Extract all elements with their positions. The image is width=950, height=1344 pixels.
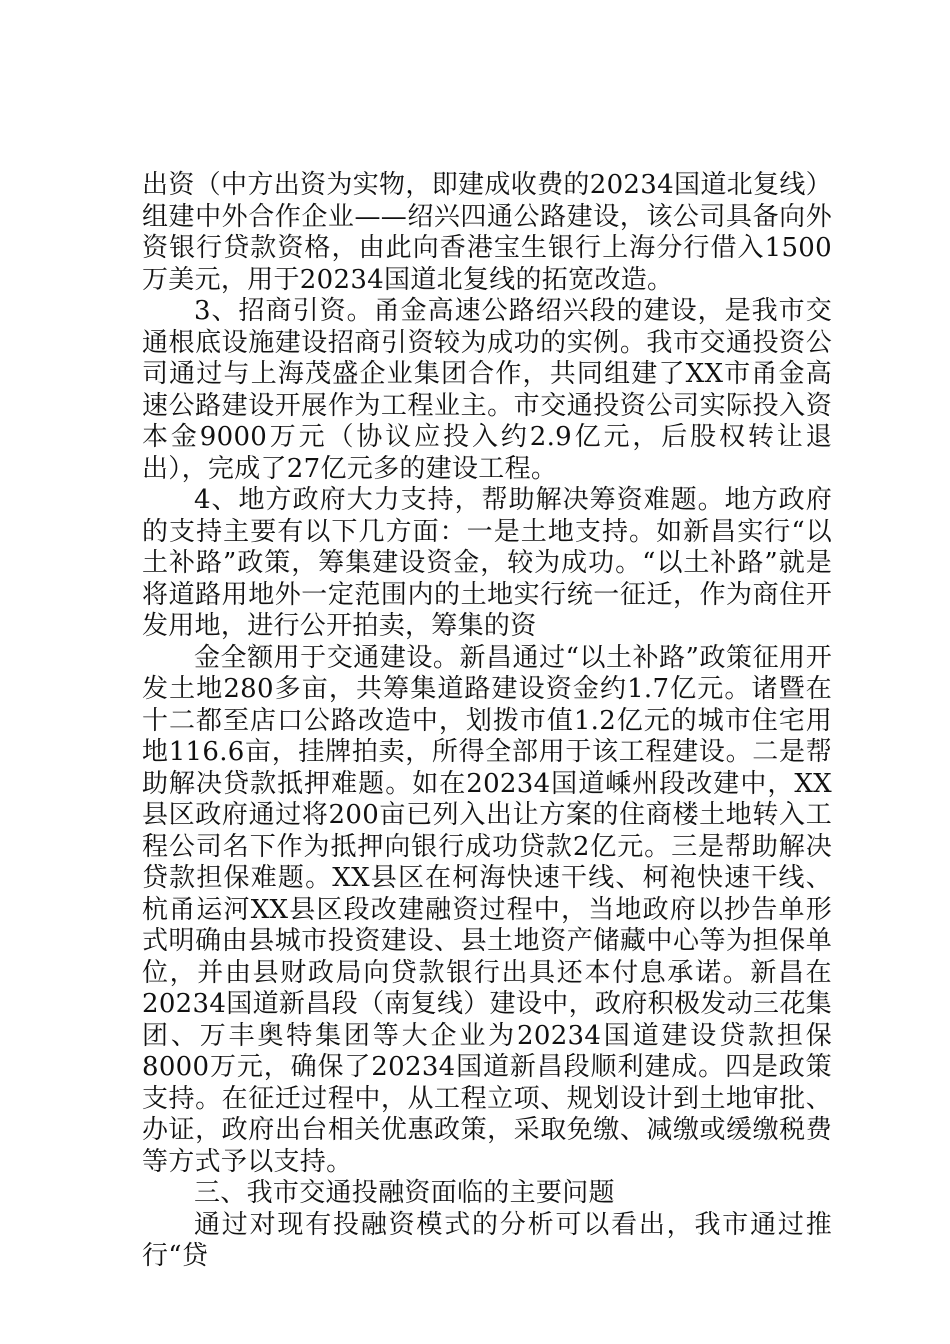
paragraph-government-support-continued: 金全额用于交通建设。新昌通过“以土补路”政策征用开发土地280多亩，共筹集道路建设资金约1.7亿元。诸暨在十二都至店口公路改造中，划拨市值1.2亿元的城市住宅用地116.6亩，挂牌拍卖，所得全部用于该工程建设。二是帮助解决贷款抵押难题。如在20234国道嵊州段改建中，XX县区政府通过将200亩已列入出让方案的住商楼土地转入工程公司名下作为抵押向银行成功贷款2亿元。三是帮助解决贷款担保难题。XX县区在柯海快速干线、柯袍快速干线、杭甬运河XX县区段改建融资过程中，当地政府以抄告单形式明确由县城市投资建设、县土地资产储藏中心等为担保单位，并由县财政局向贷款银行出具还本付息承诺。新昌在20234国道新昌段（南复线）建设中，政府积极发动三花集团、万丰奥特集团等大企业为20234国道建设贷款担保8000万元，确保了20234国道新昌段顺利建成。四是政策支持。在征迁过程中，从工程立项、规划设计到土地审批、办证，政府出台相关优惠政策，采取免缴、减缴或缓缴税费等方式予以支持。: [142, 642, 832, 1177]
paragraph-investment-attraction: 3、招商引资。甬金高速公路绍兴段的建设，是我市交通根底设施建设招商引资较为成功的实例。我市交通投资公司通过与上海茂盛企业集团合作，共同组建了XX市甬金高速公路建设开展作为工程业主。市交通投资公司实际投入资本金9000万元（协议应投入约2.9亿元，后股权转让退出），完成了27亿元多的建设工程。: [142, 296, 832, 484]
paragraph-problem-analysis: 通过对现有投融资模式的分析可以看出，我市通过推行“贷: [142, 1209, 832, 1271]
document-body: [142, 170, 832, 1273]
paragraph-foreign-loan: 出资（中方出资为实物，即建成收费的20234国道北复线）组建中外合作企业——绍兴四通公路建设，该公司具备向外资银行贷款资格，由此向香港宝生银行上海分行借入1500万美元，用于20234国道北复线的拓宽改造。: [142, 170, 832, 295]
section-heading-main-problems: 三、我市交通投融资面临的主要问题: [194, 1178, 615, 1208]
paragraph-government-support: 4、地方政府大力支持，帮助解决筹资难题。地方政府的支持主要有以下几方面：一是土地支持。如新昌实行“以土补路”政策，筹集建设资金，较为成功。“以土补路”就是将道路用地外一定范围内的土地实行统一征迁，作为商住开发用地，进行公开拍卖，筹集的资: [142, 485, 832, 641]
